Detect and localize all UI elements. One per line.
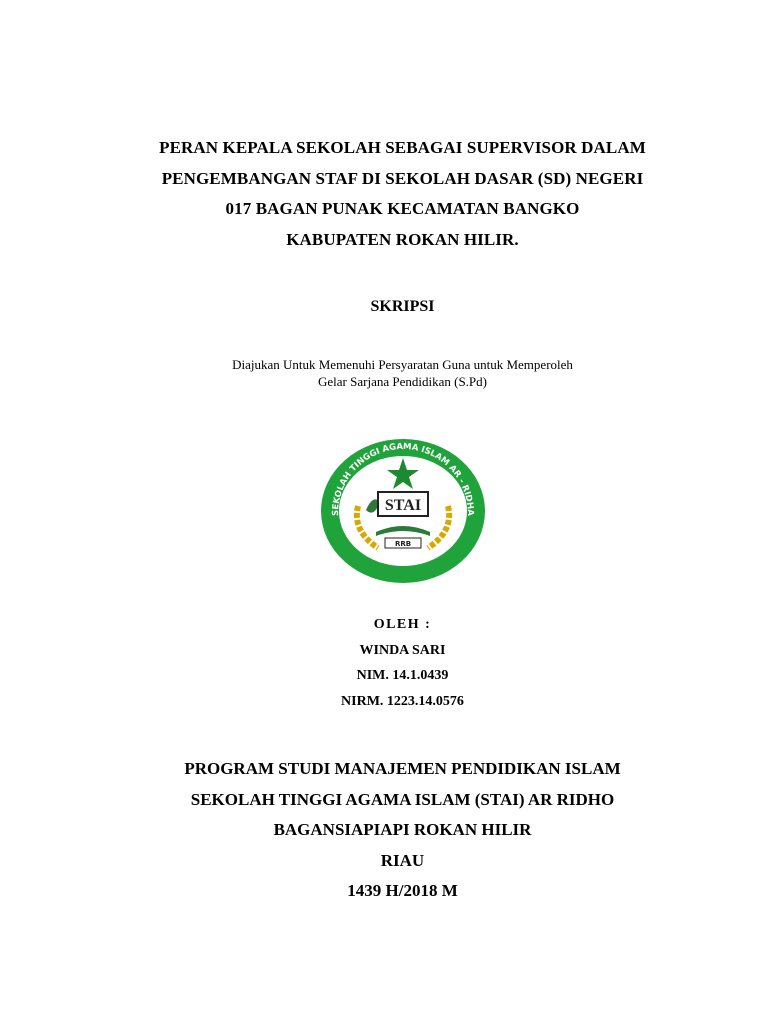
author-nim: NIM. 14.1.0439 <box>356 668 449 683</box>
purpose-statement <box>0 356 768 390</box>
institution-line-3: BAGANSIAPIAPI ROKAN HILIR <box>273 820 532 839</box>
purpose-line-2: Gelar Sarjana Pendidikan (S.Pd) <box>318 374 487 389</box>
thesis-title <box>0 133 768 255</box>
institution-line-2: SEKOLAH TINGGI AGAMA ISLAM (STAI) AR RIDHO <box>190 789 615 809</box>
logo-ring-top-text: SEKOLAH TINGGI AGAMA ISLAM AR - RIDHA <box>330 441 476 517</box>
institution-info <box>0 754 768 907</box>
document-type: SKRIPSI <box>370 298 435 315</box>
title-line-4: KABUPATEN ROKAN HILIR. <box>286 229 519 249</box>
institution-logo <box>318 436 488 586</box>
title-line-3: 017 BAGAN PUNAK KECAMATAN BANGKO <box>225 199 580 218</box>
title-line-1: PERAN KEPALA SEKOLAH SEBAGAI SUPERVISOR DALAM <box>159 138 646 157</box>
institution-line-5: 1439 H/2018 M <box>347 881 458 900</box>
author-info <box>0 612 768 714</box>
purpose-line-1: Diajukan Untuk Memenuhi Persyaratan Guna untuk Memperoleh <box>232 357 573 372</box>
institution-line-1: PROGRAM STUDI MANAJEMEN PENDIDIKAN ISLAM <box>184 759 621 778</box>
logo-ring-bottom-text: BAGANSIAPIAPI - ROHIL <box>355 537 451 568</box>
logo-center-text: STAI <box>384 497 422 514</box>
author-by-label: OLEH : <box>373 617 432 632</box>
institution-line-4: RIAU <box>380 850 425 870</box>
title-line-2: PENGEMBANGAN STAF DI SEKOLAH DASAR (SD) NEGERI <box>161 168 644 188</box>
logo-ribbon-text: RRB <box>394 540 412 548</box>
author-nirm: NIRM. 1223.14.0576 <box>341 693 464 709</box>
author-name: WINDA SARI <box>359 642 446 658</box>
